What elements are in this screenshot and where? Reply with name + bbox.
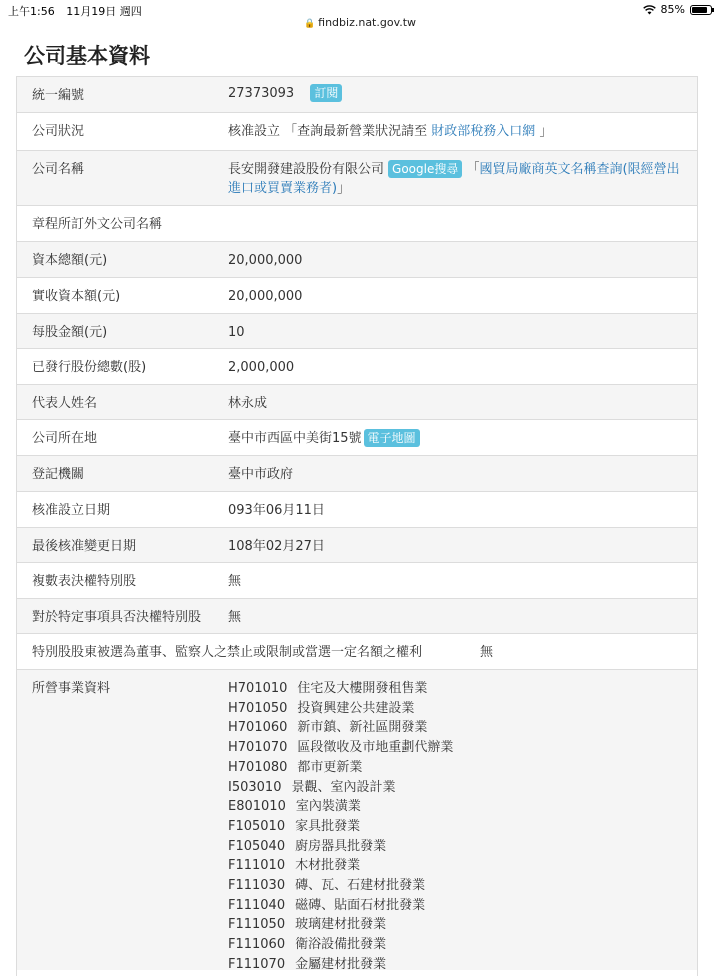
label-veto: 對於特定事項具否決權特別股 [32, 610, 202, 625]
label-last-change-date: 最後核准變更日期 [32, 539, 137, 554]
row-last-change-date [17, 528, 697, 563]
business-desc: 投資興建公共建設業 [297, 700, 415, 716]
business-item [228, 679, 687, 699]
value-last-change-date: 108年02月27日 [228, 539, 325, 554]
label-company-name: 公司名稱 [32, 162, 85, 177]
business-item [228, 896, 687, 916]
value-company-name [228, 160, 687, 198]
label-capital-paid: 實收資本額(元) [32, 289, 121, 304]
label-address: 公司所在地 [32, 431, 98, 446]
business-item [228, 837, 687, 857]
business-code: H701010 [228, 681, 288, 696]
business-code: F105040 [228, 838, 286, 854]
business-code: H701080 [228, 759, 288, 775]
label-authority: 登記機關 [32, 467, 85, 482]
label-representative: 代表人姓名 [32, 396, 98, 411]
business-list [228, 679, 687, 975]
value-approval-date: 093年06月11日 [228, 503, 325, 518]
row-veto [17, 599, 697, 634]
label-approval-date: 核准設立日期 [32, 503, 111, 518]
business-desc: 磁磚、貼面石材批發業 [295, 897, 426, 913]
value-director-rights: 無 [480, 645, 494, 660]
label-uniform-no: 統一編號 [32, 88, 85, 103]
business-desc: 室內裝潢業 [295, 799, 361, 815]
wifi-icon [643, 5, 656, 15]
business-desc: 玻璃建材批發業 [295, 917, 387, 933]
status-text: 核准設立 「查詢最新營業狀況請至 [228, 124, 428, 139]
business-item [228, 856, 687, 876]
uniform-no-text: 27373093 [228, 86, 295, 101]
business-item [228, 935, 687, 955]
tax-portal-link[interactable]: 財政部稅務入口網 [431, 124, 536, 139]
address-bar[interactable] [0, 16, 720, 36]
row-share-value [17, 314, 697, 349]
status-right [643, 3, 712, 16]
business-item [228, 876, 687, 896]
value-uniform-no [228, 84, 687, 103]
business-desc: 區段徵收及市地重劃代辦業 [297, 740, 454, 756]
value-status [228, 122, 687, 141]
business-desc: 廚房器具批發業 [295, 838, 387, 854]
map-button[interactable]: 電子地圖 [364, 429, 420, 447]
business-code: F111050 [228, 917, 286, 933]
row-capital-total [17, 242, 697, 278]
business-desc: 家具批發業 [295, 818, 361, 834]
row-business [17, 670, 697, 970]
row-address [17, 420, 697, 456]
value-representative: 林永成 [228, 396, 268, 411]
company-name-text: 長安開發建設股份有限公司 [228, 162, 385, 177]
name-prefix: 「 [466, 162, 480, 177]
row-company-name [17, 151, 697, 206]
battery-fill [692, 7, 707, 13]
business-desc: 住宅及大樓開發租售業 [297, 681, 428, 696]
address-text: 臺中市西區中美街15號 [228, 431, 362, 446]
value-shares-issued: 2,000,000 [228, 360, 295, 375]
business-item [228, 758, 687, 778]
business-desc: 新市鎮、新社區開發業 [297, 720, 428, 736]
business-code: F111070 [228, 956, 286, 972]
row-director-rights [17, 634, 697, 670]
business-item [228, 718, 687, 738]
row-capital-paid [17, 278, 697, 314]
row-multi-vote [17, 563, 697, 599]
business-code: F111040 [228, 897, 286, 913]
row-status [17, 113, 697, 151]
row-shares-issued [17, 349, 697, 385]
battery-icon [690, 5, 712, 15]
row-uniform-no [17, 77, 697, 113]
row-foreign-name [17, 206, 697, 242]
company-info-table [16, 76, 698, 976]
label-multi-vote: 複數表決權特別股 [32, 574, 137, 589]
subscribe-button[interactable]: 訂閱 [310, 84, 342, 102]
business-desc: 景觀、室內設計業 [291, 779, 396, 795]
label-capital-total: 資本總額(元) [32, 253, 108, 268]
row-approval-date [17, 492, 697, 528]
business-desc: 磚、瓦、石建材批發業 [295, 878, 426, 894]
business-item [228, 915, 687, 935]
url-text: findbiz.nat.gov.tw [318, 16, 417, 29]
business-code: F111010 [228, 858, 286, 874]
row-representative [17, 385, 697, 420]
business-item [228, 738, 687, 758]
business-item [228, 778, 687, 798]
business-code: F111030 [228, 878, 286, 894]
label-director-rights: 特別股股東被選為董事、監察人之禁止或限制或當選一定名額之權利 [32, 645, 423, 660]
business-item [228, 699, 687, 719]
value-address [228, 429, 687, 448]
status-date: 11月19日 週四 [66, 5, 142, 18]
value-capital-total: 20,000,000 [228, 253, 303, 268]
label-foreign-name: 章程所訂外文公司名稱 [32, 217, 163, 232]
business-code: H701050 [228, 700, 288, 716]
business-code: I503010 [228, 779, 282, 795]
business-code: H701060 [228, 720, 288, 736]
value-multi-vote: 無 [228, 574, 242, 589]
business-item [228, 797, 687, 817]
google-search-button[interactable]: Google搜尋 [388, 160, 462, 178]
row-authority [17, 456, 697, 492]
battery-percent: 85% [660, 3, 685, 16]
label-status: 公司狀況 [32, 124, 85, 139]
status-time: 上午1:56 [8, 5, 55, 18]
name-suffix: 」 [337, 181, 351, 196]
business-desc: 金屬建材批發業 [295, 956, 387, 972]
business-item [228, 955, 687, 975]
status-suffix: 」 [539, 124, 553, 139]
business-desc: 木材批發業 [295, 858, 361, 874]
trade-bureau-link[interactable]: 國貿局廠商英文名稱查詢(限經營出進口或買賣業務者) [228, 162, 680, 196]
value-authority: 臺中市政府 [228, 467, 294, 482]
business-desc: 衛浴設備批發業 [295, 937, 387, 953]
label-share-value: 每股金額(元) [32, 325, 108, 340]
label-business: 所營事業資料 [32, 681, 111, 696]
value-capital-paid: 20,000,000 [228, 289, 303, 304]
business-code: H701070 [228, 740, 288, 756]
value-share-value: 10 [228, 325, 245, 340]
business-code: E801010 [228, 799, 286, 815]
label-shares-issued: 已發行股份總數(股) [32, 360, 147, 375]
business-desc: 都市更新業 [297, 759, 363, 775]
business-code: F111060 [228, 937, 286, 953]
business-item [228, 817, 687, 837]
lock-icon: 🔒 [303, 19, 316, 29]
page-title: 公司基本資料 [24, 44, 150, 68]
value-veto: 無 [228, 610, 242, 625]
business-code: F105010 [228, 818, 286, 834]
